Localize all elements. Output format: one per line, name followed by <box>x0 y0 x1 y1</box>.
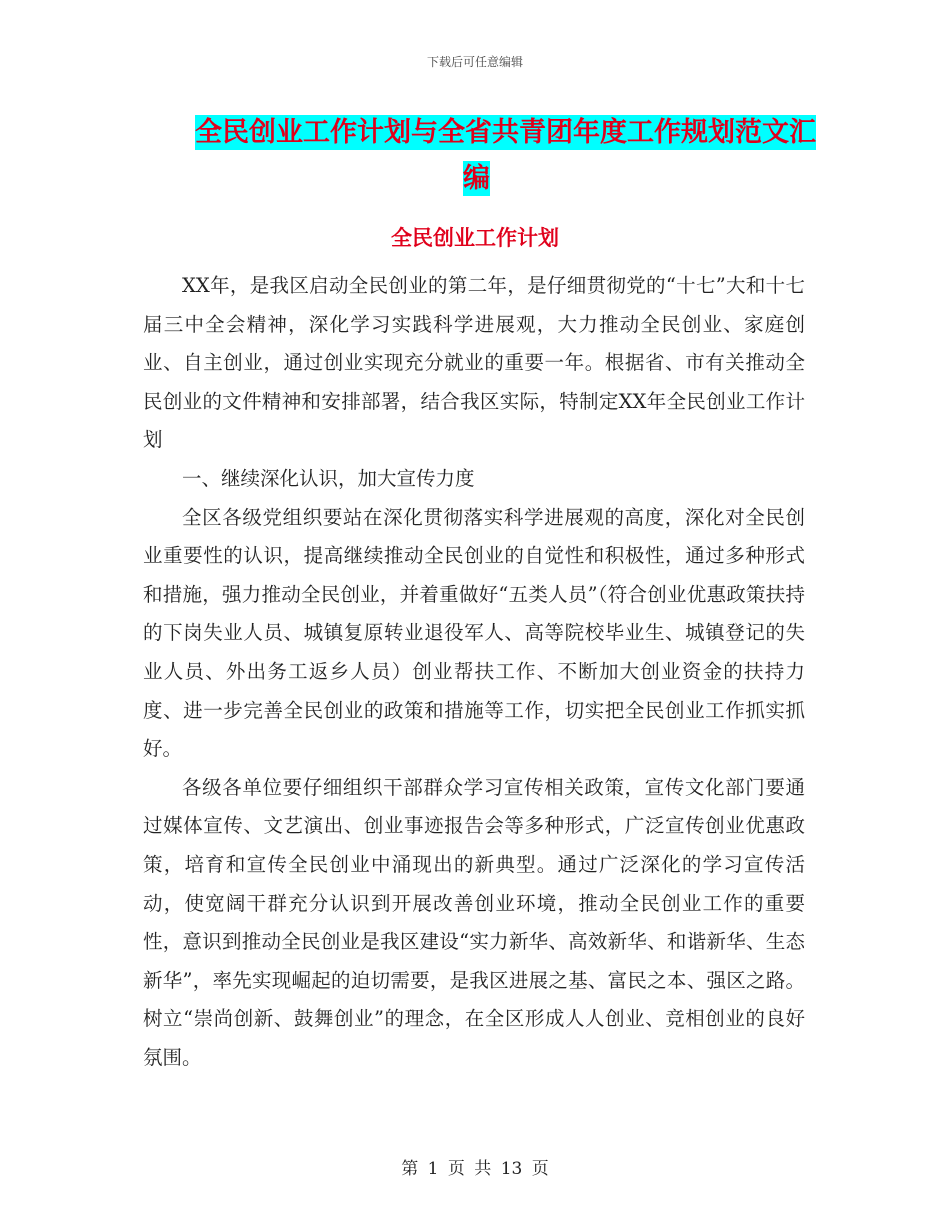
body-paragraph: 全区各级党组织要站在深化贯彻落实科学进展观的高度，深化对全民创业重要性的认识，提高继续推动全民创业的自觉性和积极性，通过多种形式和措施，强力推动全民创业，并着重做好“五类人员”（符合创业优惠政策扶持的下岗失业人员、城镇复原转业退役军人、高等院校毕业生、城镇登记的失业人员、外出务工返乡人员）创业帮扶工作、不断加大创业资金的扶持力度、进一步完善全民创业的政策和措施等工作，切实把全民创业工作抓实抓好。 <box>143 505 805 761</box>
intro-paragraph: XX年，是我区启动全民创业的第二年，是仔细贯彻党的“十七”大和十七届三中全会精神，深化学习实践科学进展观，大力推动全民创业、家庭创业、自主创业，通过创业实现充分就业的重要一年。根据省、市有关推动全民创业的文件精神和安排部署，结合我区实际，特制定XX年全民创业工作计划 <box>143 274 805 452</box>
document-title-line-1: 全民创业工作计划与全省共青团年度工作规划范文汇 <box>195 117 816 148</box>
page-number: 第 1 页 共 13 页 <box>401 1159 549 1179</box>
document-title-line-2: 编 <box>463 163 490 194</box>
header-note: 下载后可任意编辑 <box>426 55 523 69</box>
section-title: 全民创业工作计划 <box>391 226 559 250</box>
body-paragraph: 各级各单位要仔细组织干部群众学习宣传相关政策，宣传文化部门要通过媒体宣传、文艺演出、创业事迹报告会等多种形式，广泛宣传创业优惠政策，培育和宣传全民创业中涌现出的新典型。通过广泛深化的学习宣传活动，使宽阔干群充分认识到开展改善创业环境，推动全民创业工作的重要性，意识到推动全民创业是我区建设“实力新华、高效新华、和谐新华、生态新华”，率先实现崛起的迫切需要，是我区进展之基、富民之本、强区之路。树立“崇尚创新、鼓舞创业”的理念，在全区形成人人创业、竞相创业的良好氛围。 <box>143 775 805 1069</box>
document-title <box>195 110 816 202</box>
document-body <box>143 267 805 1077</box>
section-heading-1: 一、继续深化认识，加大宣传力度 <box>182 466 475 490</box>
